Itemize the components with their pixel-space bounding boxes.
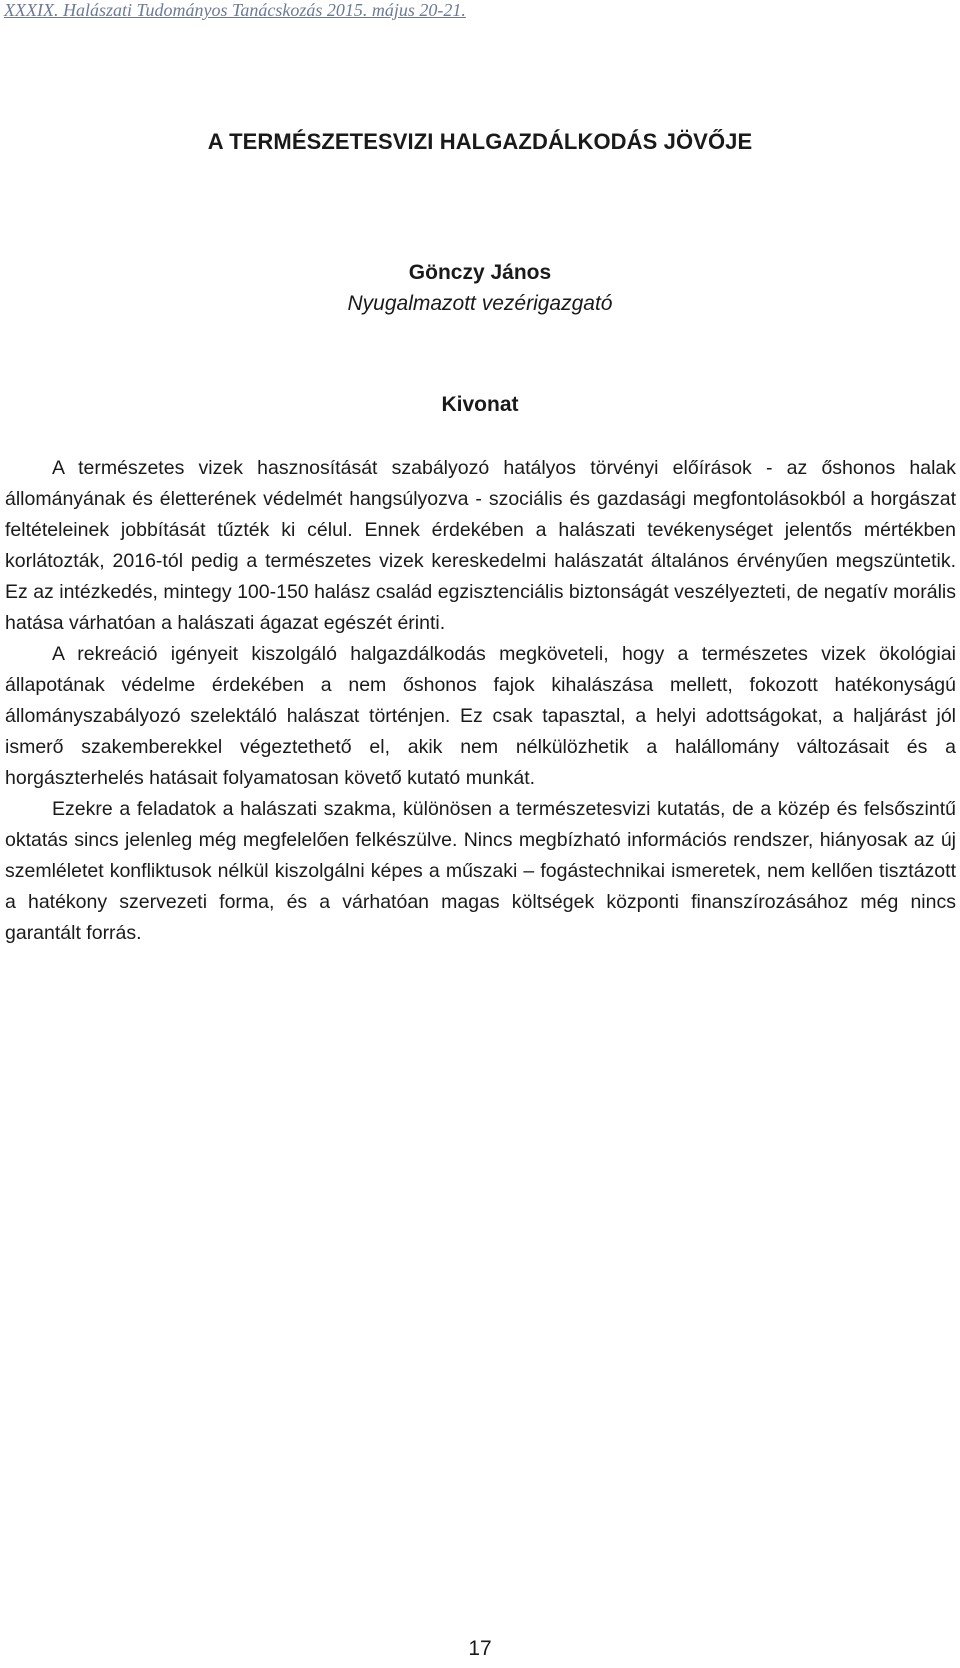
author-name: Gönczy János (408, 261, 552, 284)
abstract-body (5, 453, 956, 949)
running-head: XXXIX. Halászati Tudományos Tanácskozás 2015. május 20-21. (4, 0, 466, 20)
paragraph-1: A természetes vizek hasznosítását szabályozó hatályos törvényi előírások - az őshonos halak állományának és életterének védelmét hangsúlyozva - szociális és gazdasági megfontolásokból a horgászat feltételeinek jobbítását tűzték ki célul. Ennek érdekében a halászati tevékenységet jelentős mértékben korlátozták, 2016-tól pedig a természetes vizek kereskedelmi halászatát általános érvényűen megszüntetik. Ez az intézkedés, mintegy 100-150 halász család egzisztenciális biztonságát veszélyezteti, de negatív morális hatása várhatóan a halászati ágazat egészét érinti. (5, 457, 956, 634)
page-number: 17 (468, 1637, 492, 1660)
author-affiliation: Nyugalmazott vezérigazgató (347, 292, 613, 315)
paragraph-3: Ezekre a feladatok a halászati szakma, különösen a természetesvizi kutatás, de a közép és felsőszintű oktatás sincs jelenleg még megfelelően felkészülve. Nincs megbízható információs rendszer, hiányosak az új szemléletet konfliktusok nélkül kiszolgálni képes a műszaki – fogástechnikai ismeretek, nem kellően tisztázott a hatékony szervezeti forma, és a várhatóan magas költségek központi finanszírozásához még nincs garantált forrás. (5, 798, 956, 944)
abstract-heading: Kivonat (441, 393, 519, 416)
article-title: A TERMÉSZETESVIZI HALGAZDÁLKODÁS JÖVŐJE (207, 129, 753, 154)
paragraph-2: A rekreáció igényeit kiszolgáló halgazdálkodás megköveteli, hogy a természetes vizek ökológiai állapotának védelme érdekében a nem őshonos fajok kihalászása mellett, fokozott hatékonyságú állományszabályozó szelektáló halászat történjen. Ez csak tapasztal, a helyi adottságokat, a haljárást jól ismerő szakemberekkel végeztethető el, akik nem nélkülözhetik a halállomány változásait és a horgászterhelés hatásait folyamatosan követő kutató munkát. (5, 643, 956, 789)
